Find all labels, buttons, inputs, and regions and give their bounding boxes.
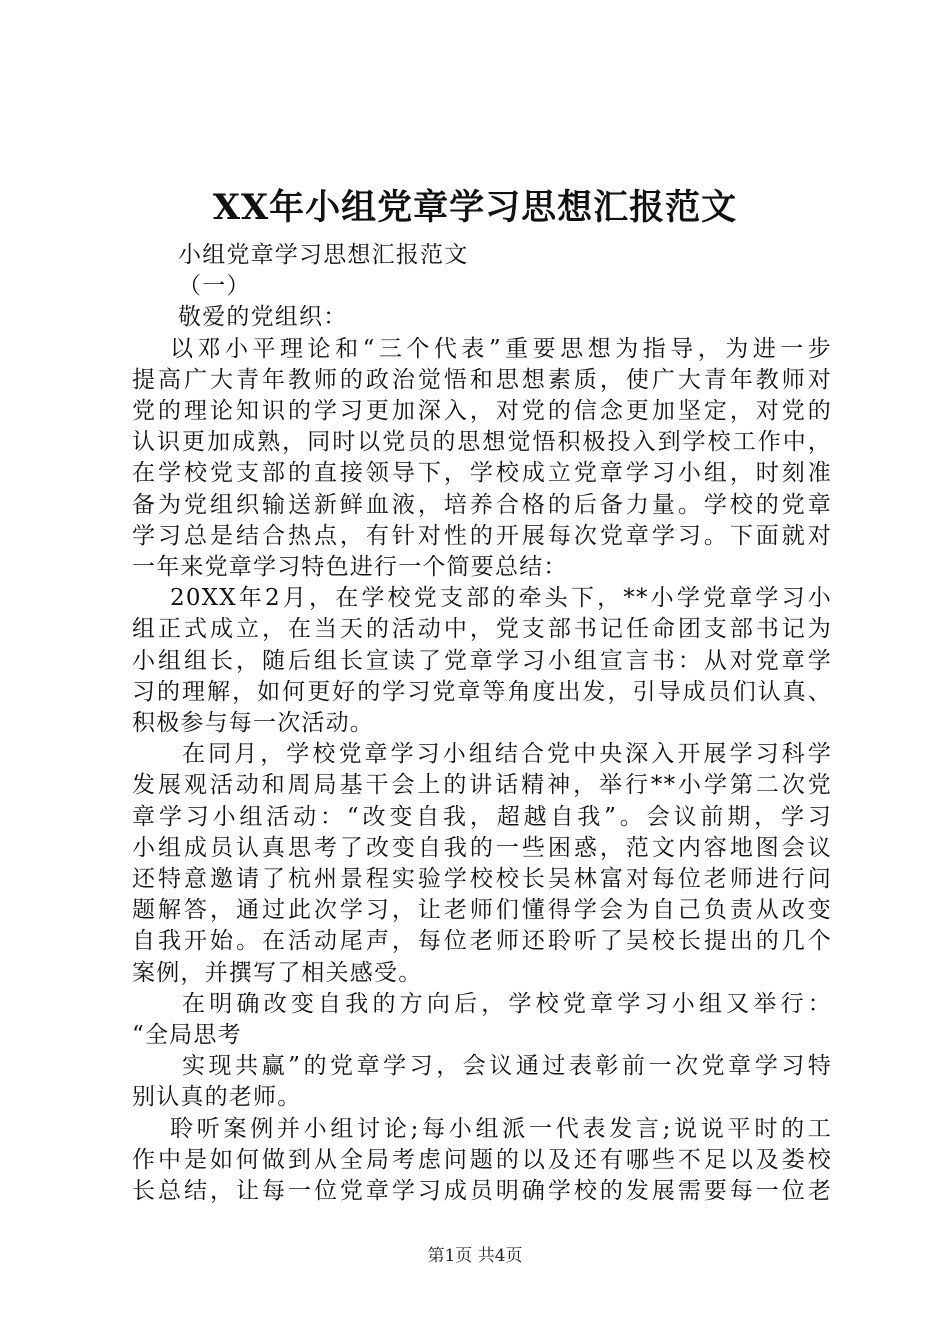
body-line: 提高广大青年教师的政治觉悟和思想素质，使广大青年教师对 bbox=[132, 366, 832, 393]
body-line: 小组组长，随后组长宣读了党章学习小组宣言书：从对党章学 bbox=[132, 647, 832, 674]
body-line: 备为党组织输送新鲜血液，培养合格的后备力量。学校的党章 bbox=[132, 491, 832, 518]
body-line: 组正式成立，在当天的活动中，党支部书记任命团支部书记为 bbox=[132, 616, 832, 643]
body-line: 以邓小平理论和“三个代表”重要思想为指导，为进一步 bbox=[170, 335, 832, 362]
body-line: 小组成员认真思考了改变自我的一些困惑，范文内容地图会议 bbox=[132, 834, 832, 861]
body-line: 发展观活动和周局基干会上的讲话精神，举行**小学第二次党 bbox=[132, 772, 832, 799]
body-line: 章学习小组活动：“改变自我，超越自我”。会议前期，学习 bbox=[132, 803, 832, 830]
body-line: 别认真的老师。 bbox=[132, 1084, 302, 1111]
body-line: 积极参与每一次活动。 bbox=[132, 710, 374, 737]
body-line: 在明确改变自我的方向后，学校党章学习小组又举行： bbox=[182, 990, 832, 1017]
body-line: 自我开始。在活动尾声，每位老师还聆听了吴校长提出的几个 bbox=[132, 928, 832, 955]
section-number: （一） bbox=[178, 273, 251, 300]
salutation: 敬爱的党组织： bbox=[178, 304, 348, 331]
body-line: 实现共赢”的党章学习，会议通过表彰前一次党章学习特 bbox=[182, 1053, 832, 1080]
body-line: 20XX年2月，在学校党支部的牵头下，**小学党章学习小 bbox=[170, 585, 832, 612]
body-line: 学习总是结合热点，有针对性的开展每次党章学习。下面就对 bbox=[132, 522, 832, 549]
body-line: 聆听案例并小组讨论;每小组派一代表发言;说说平时的工 bbox=[170, 1115, 832, 1142]
body-line: 认识更加成熟，同时以党员的思想觉悟积极投入到学校工作中， bbox=[132, 429, 832, 456]
body-line: 一年来党章学习特色进行一个简要总结： bbox=[132, 554, 568, 581]
body-line: 长总结，让每一位党章学习成员明确学校的发展需要每一位老 bbox=[132, 1178, 832, 1205]
body-line: “全局思考 bbox=[132, 1022, 242, 1049]
subtitle-line: 小组党章学习思想汇报范文 bbox=[178, 242, 469, 268]
body-line: 在学校党支部的直接领导下，学校成立党章学习小组，时刻准 bbox=[132, 460, 832, 487]
body-line: 案例，并撰写了相关感受。 bbox=[132, 959, 423, 986]
body-line: 习的理解，如何更好的学习党章等角度出发，引导成员们认真、 bbox=[132, 678, 832, 705]
body-line: 党的理论知识的学习更加深入，对党的信念更加坚定，对党的 bbox=[132, 398, 832, 425]
document-body bbox=[132, 240, 832, 1207]
body-line: 题解答，通过此次学习，让老师们懂得学会为自己负责从改变 bbox=[132, 897, 832, 924]
page-footer: 第1页 共4页 bbox=[427, 1246, 523, 1266]
document-title: XX年小组党章学习思想汇报范文 bbox=[212, 187, 738, 228]
body-line: 作中是如何做到从全局考虑问题的以及还有哪些不足以及娄校 bbox=[132, 1146, 832, 1173]
body-line: 在同月，学校党章学习小组结合党中央深入开展学习科学 bbox=[182, 741, 832, 768]
body-line: 还特意邀请了杭州景程实验学校校长吴林富对每位老师进行问 bbox=[132, 866, 832, 893]
